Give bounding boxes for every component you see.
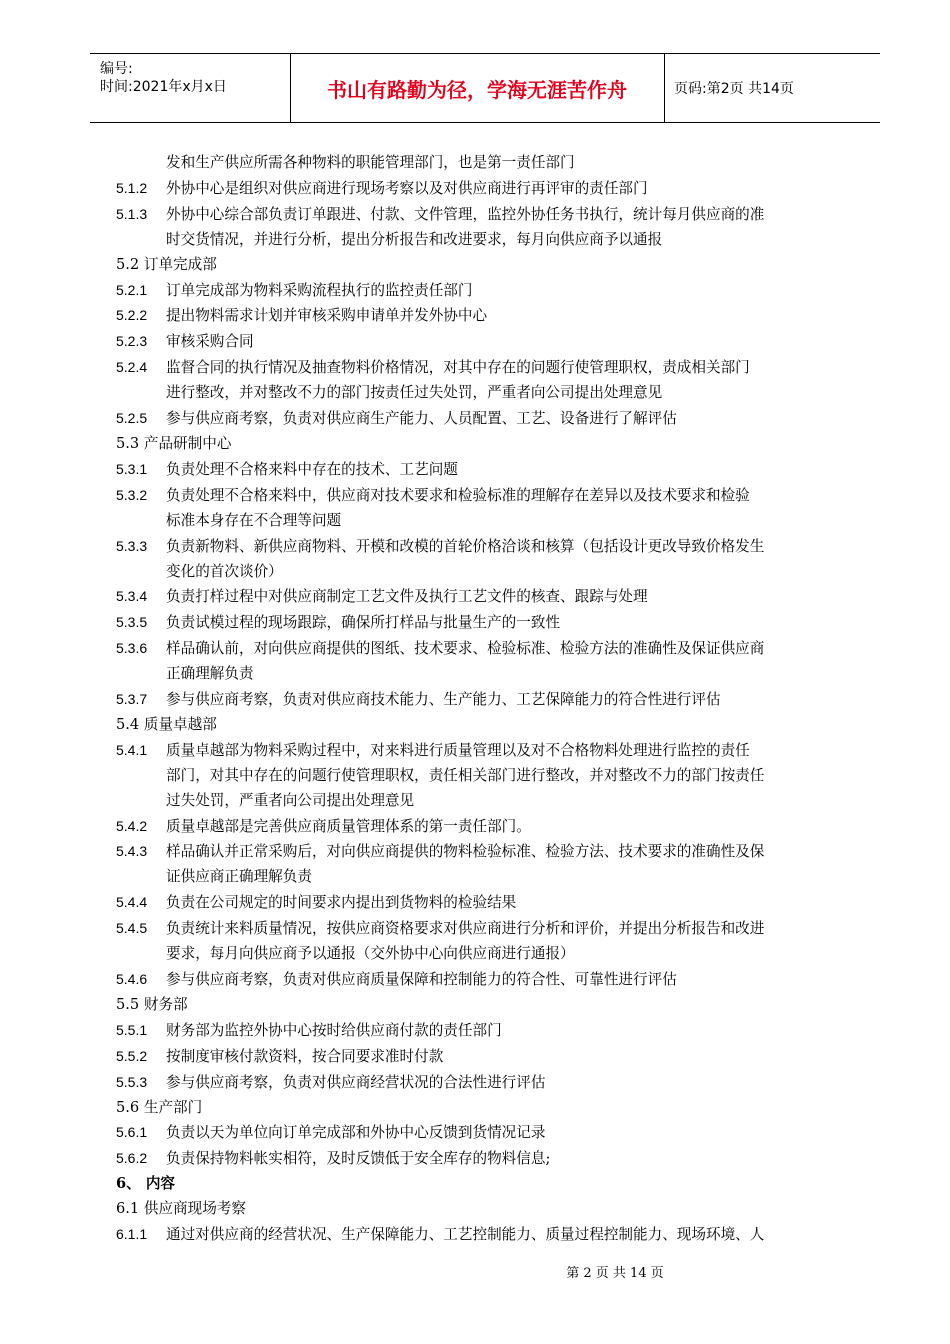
item-number: 5.2.5 [116,410,148,427]
date-label: 时间:2021年x月x日 [100,79,227,95]
item-text: 负责试模过程的现场跟踪，确保所打样品与批量生产的一致性 [166,614,561,632]
item-text: 通过对供应商的经营状况、生产保障能力、工艺控制能力、质量过程控制能力、现场环境、人 [166,1226,765,1244]
continuation-line: 部门，对其中存在的问题行使管理职权，责任相关部门进行整改，并对整改不力的部门按责任 [166,766,765,784]
subsection-heading: 5.2 订单完成部 [116,255,217,273]
item-number: 5.3.5 [116,614,148,631]
list-item [116,176,856,202]
item-number: 5.3.7 [116,691,148,708]
list-item [116,916,856,942]
document-body [116,151,856,1248]
item-text: 监督合同的执行情况及抽查物料价格情况，对其中存在的问题行使管理职权，责成相关部门 [166,359,750,377]
item-text: 质量卓越部为物料采购过程中，对来料进行质量管理以及对不合格物料处理进行监控的责任 [166,741,750,759]
continuation-line: 进行整改，并对整改不力的部门按责任过失处罚，严重者向公司提出处理意见 [166,384,663,402]
header-info-cell [90,54,291,122]
list-item [116,202,856,228]
item-text: 质量卓越部是完善供应商质量管理体系的第一责任部门。 [166,817,531,835]
list-item [116,483,856,509]
continuation-line: 正确理解负责 [166,665,254,683]
list-item [116,814,856,840]
item-text: 样品确认前，对向供应商提供的图纸、技术要求、检验标准、检验方法的准确性及保证供应商 [166,640,765,658]
continuation-line: 过失处罚，严重者向公司提出处理意见 [166,791,415,809]
list-item [116,890,856,916]
item-text: 参与供应商考察，负责对供应商经营状况的合法性进行评估 [166,1073,546,1091]
list-item [116,738,856,764]
item-number: 5.3.1 [116,460,148,477]
item-number: 5.3.6 [116,640,148,657]
item-number: 5.5.2 [116,1047,148,1064]
continuation-line: 变化的首次谈价） [166,562,283,580]
item-text: 参与供应商考察，负责对供应商技术能力、生产能力、工艺保障能力的符合性进行评估 [166,691,721,709]
footer-page-number: 第 2 页 共 14 页 [566,1266,664,1281]
list-item [116,687,856,713]
item-text: 负责处理不合格来料中，供应商对技术要求和检验标准的理解存在差异以及技术要求和检验 [166,486,750,504]
item-number: 5.1.2 [116,179,148,196]
item-text: 财务部为监控外协中心按时给供应商付款的责任部门 [166,1021,502,1039]
item-number: 5.6.1 [116,1124,148,1141]
item-number: 5.2.1 [116,281,148,298]
list-item [116,1146,856,1172]
item-number: 5.2.2 [116,307,148,324]
header-motto-cell [290,54,665,122]
subsection-heading: 5.5 财务部 [116,995,188,1013]
item-text: 负责在公司规定的时间要求内提出到货物料的检验结果 [166,894,517,912]
item-number: 5.3.3 [116,537,148,554]
list-item [116,355,856,381]
item-number: 5.5.1 [116,1021,148,1038]
item-number: 5.4.5 [116,920,148,937]
subsection-heading: 5.6 生产部门 [116,1098,203,1116]
list-item [116,406,856,432]
item-text: 负责以天为单位向订单完成部和外协中心反馈到货情况记录 [166,1124,546,1142]
list-item [116,303,856,329]
page-header [90,53,880,123]
item-text: 参与供应商考察，负责对供应商生产能力、人员配置、工艺、设备进行了解评估 [166,410,677,428]
item-number: 5.5.3 [116,1073,148,1090]
item-text: 订单完成部为物料采购流程执行的监控责任部门 [166,281,473,299]
item-text: 外协中心综合部负责订单跟进、付款、文件管理，监控外协任务书执行，统计每月供应商的准 [166,205,765,223]
subsection-heading: 5.4 质量卓越部 [116,715,217,733]
list-item [116,278,856,304]
item-text: 负责打样过程中对供应商制定工艺文件及执行工艺文件的核查、跟踪与处理 [166,588,648,606]
item-text: 参与供应商考察，负责对供应商质量保障和控制能力的符合性、可靠性进行评估 [166,971,677,988]
continuation-line: 发和生产供应所需各种物料的职能管理部门，也是第一责任部门 [166,154,575,171]
item-text: 负责统计来料质量情况，按供应商资格要求对供应商进行分析和评价，并提出分析报告和改进 [166,920,765,938]
item-number: 5.6.2 [116,1150,148,1167]
item-text: 提出物料需求计划并审核采购申请单并发外协中心 [166,307,488,325]
continuation-line: 标准本身存在不合理等问题 [166,511,342,529]
item-number: 5.4.4 [116,894,148,911]
continuation-line: 时交货情况，并进行分析，提出分析报告和改进要求，每月向供应商予以通报 [166,230,663,248]
list-item [116,1018,856,1044]
serial-number-label: 编号: [100,61,133,77]
list-item [116,1070,856,1096]
header-page-number: 页码:第2页 共14页 [674,81,794,97]
list-item [116,584,856,610]
list-item [116,1044,856,1070]
item-text: 审核采购合同 [166,333,254,351]
continuation-line: 要求，每月向供应商予以通报（交外协中心向供应商进行通报） [166,945,575,963]
item-number: 5.2.4 [116,359,148,376]
subsection-heading: 5.3 产品研制中心 [116,434,232,452]
item-number: 5.4.2 [116,817,148,834]
header-page-cell [664,54,880,122]
subsection-heading: 6.1 供应商现场考察 [116,1200,247,1218]
list-item [116,636,856,662]
item-text: 负责保持物料帐实相符，及时反馈低于安全库存的物料信息; [166,1150,551,1168]
item-number: 5.1.3 [116,205,148,222]
continuation-line: 证供应商正确理解负责 [166,868,312,886]
list-item [116,610,856,636]
item-number: 5.4.1 [116,741,148,758]
list-item [116,329,856,355]
list-item [116,839,856,865]
page-footer [0,1262,950,1281]
item-number: 5.4.6 [116,971,148,987]
item-text: 样品确认并正常采购后，对向供应商提供的物料检验标准、检验方法、技术要求的准确性及保 [166,843,765,861]
list-item [116,967,856,993]
list-item [116,1120,856,1146]
list-item [116,1222,856,1248]
item-number: 5.2.3 [116,333,148,350]
item-number: 5.3.4 [116,588,148,605]
item-text: 按制度审核付款资料，按合同要求准时付款 [166,1047,444,1065]
item-text: 负责新物料、新供应商物料、开模和改模的首轮价格洽谈和核算（包括设计更改导致价格发生 [166,537,765,555]
list-item [116,534,856,560]
item-number: 5.4.3 [116,843,148,860]
item-number: 5.3.2 [116,486,148,503]
item-text: 负责处理不合格来料中存在的技术、工艺问题 [166,460,458,478]
list-item [116,457,856,483]
item-text: 外协中心是组织对供应商进行现场考察以及对供应商进行再评审的责任部门 [166,179,648,197]
item-number: 6.1.1 [116,1226,148,1243]
header-motto: 书山有路勤为径，学海无涯苦作舟 [327,77,627,102]
section-heading: 6、 内容 [116,1175,176,1193]
